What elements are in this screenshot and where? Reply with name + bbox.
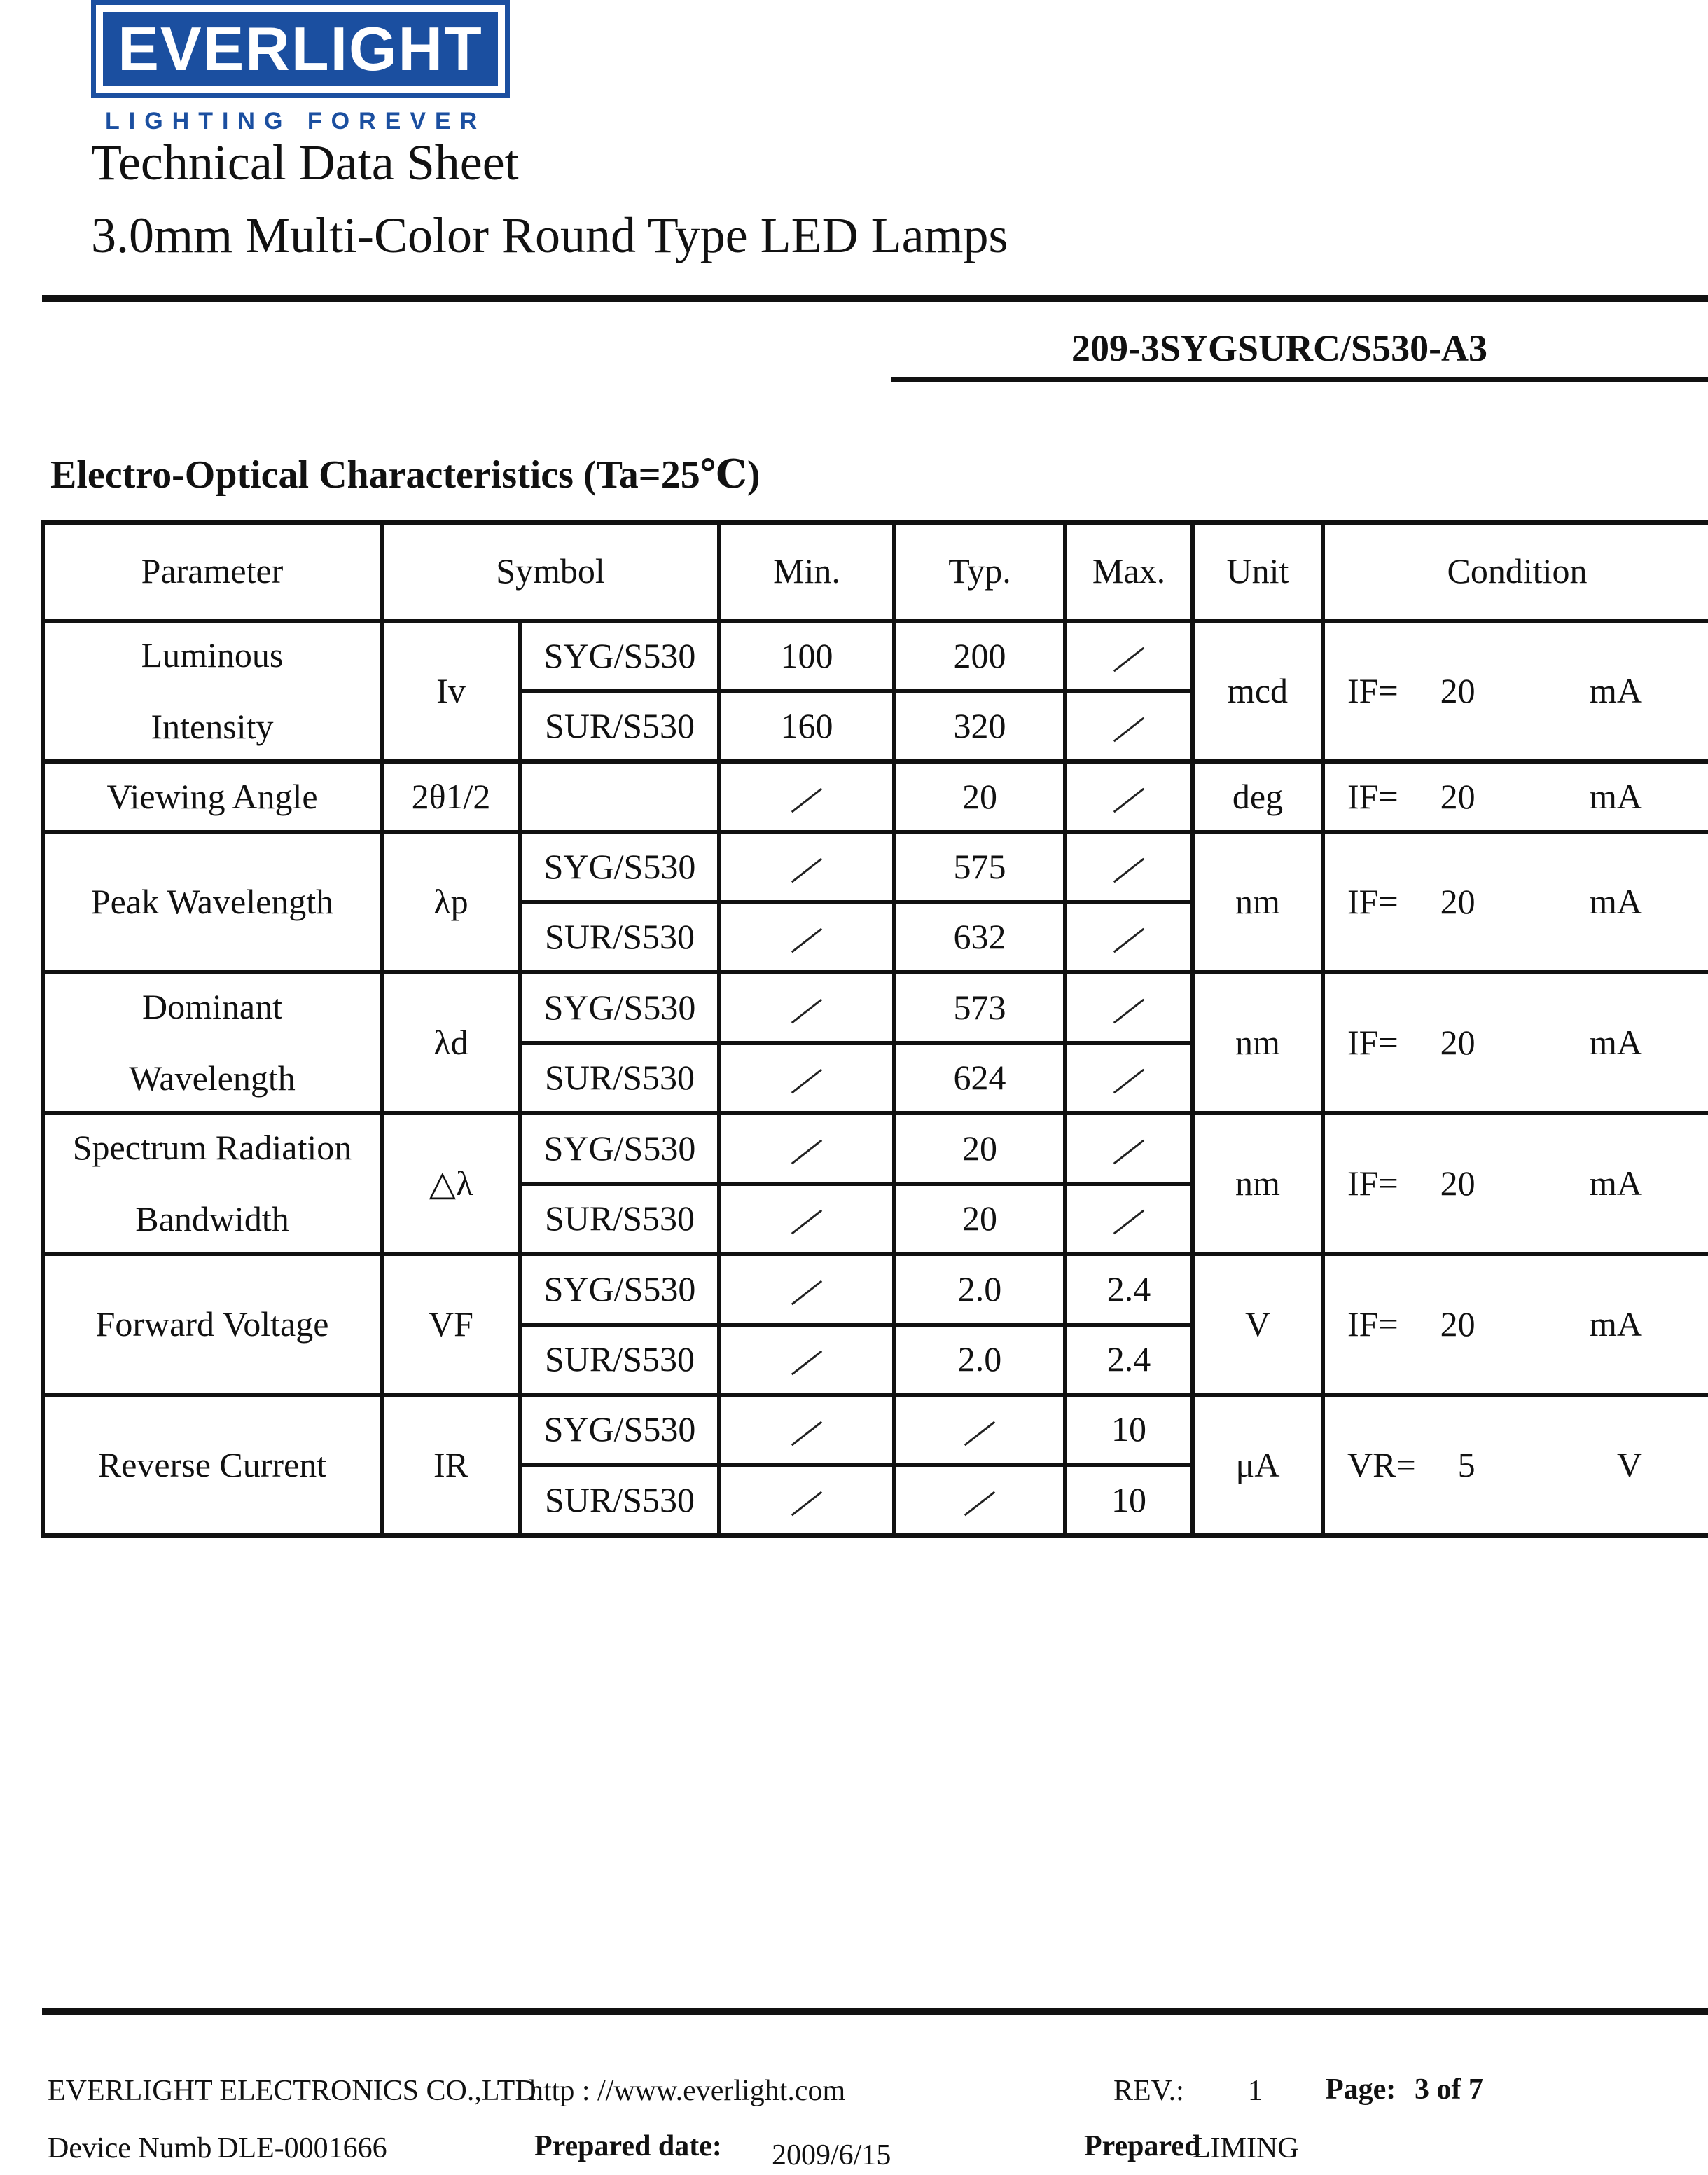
empty-slash-icon xyxy=(1113,1210,1144,1235)
table-row xyxy=(43,1113,1708,1183)
empty-slash-icon xyxy=(964,1421,995,1446)
variant-cell: SYG/S530 xyxy=(520,1113,719,1183)
param-line: Luminous xyxy=(141,635,284,675)
header-min: Min. xyxy=(719,523,894,621)
empty-slash-icon xyxy=(791,858,822,883)
min-cell xyxy=(719,1465,894,1535)
param-line: Intensity xyxy=(151,706,274,746)
electro-optical-table xyxy=(41,520,1708,1538)
typ-cell: 573 xyxy=(894,972,1065,1042)
condition-unit: mA xyxy=(1590,1304,1642,1344)
condition-value: 20 xyxy=(1440,670,1476,710)
condition-value: 20 xyxy=(1440,1304,1476,1344)
typ-cell: 624 xyxy=(894,1043,1065,1113)
symbol-cell: Iv xyxy=(382,621,520,761)
company-logo xyxy=(91,0,510,98)
footer-website-link[interactable]: http : //www.everlight.com xyxy=(529,2075,846,2107)
part-number: 209-3SYGSURC/S530-A3 xyxy=(1071,327,1488,369)
part-number-underline xyxy=(891,377,1708,382)
empty-slash-icon xyxy=(1113,999,1144,1024)
min-cell xyxy=(719,1184,894,1254)
condition-param: IF= xyxy=(1347,776,1398,816)
condition-param: IF= xyxy=(1347,1304,1398,1344)
typ-cell: 320 xyxy=(894,691,1065,761)
header-condition: Condition xyxy=(1323,523,1708,621)
variant-cell: SUR/S530 xyxy=(520,902,719,972)
min-cell xyxy=(719,1254,894,1324)
empty-slash-icon xyxy=(791,928,822,953)
variant-cell: SUR/S530 xyxy=(520,1325,719,1395)
header-symbol: Symbol xyxy=(382,523,719,621)
condition-value: 5 xyxy=(1457,1444,1476,1484)
empty-slash-icon xyxy=(1113,1069,1144,1094)
param-cell: Reverse Current xyxy=(43,1395,382,1535)
condition-param: IF= xyxy=(1347,1023,1398,1063)
param-cell: Peak Wavelength xyxy=(43,832,382,973)
condition-unit: mA xyxy=(1590,776,1642,816)
variant-cell: SUR/S530 xyxy=(520,1043,719,1113)
param-line: Wavelength xyxy=(129,1058,296,1098)
condition-unit: mA xyxy=(1590,1163,1642,1203)
empty-slash-icon xyxy=(1113,928,1144,953)
max-cell xyxy=(1065,621,1193,691)
logo-text: EVERLIGHT xyxy=(118,14,483,83)
condition-unit: V xyxy=(1616,1444,1642,1484)
logo-plate xyxy=(103,12,498,86)
condition-param: IF= xyxy=(1347,882,1398,922)
unit-cell: deg xyxy=(1193,761,1323,831)
condition-value: 20 xyxy=(1440,1163,1476,1203)
typ-cell: 2.0 xyxy=(894,1254,1065,1324)
empty-slash-icon xyxy=(791,999,822,1024)
condition-cell xyxy=(1323,761,1708,831)
condition-cell xyxy=(1323,1254,1708,1395)
condition-cell xyxy=(1323,972,1708,1113)
min-cell: 160 xyxy=(719,691,894,761)
max-cell xyxy=(1065,832,1193,902)
empty-slash-icon xyxy=(791,1139,822,1164)
table-row xyxy=(43,621,1708,691)
max-cell: 10 xyxy=(1065,1395,1193,1465)
footer-device-value: DLE-0001666 xyxy=(217,2132,387,2164)
variant-cell: SYG/S530 xyxy=(520,1395,719,1465)
condition-unit: mA xyxy=(1590,1023,1642,1063)
symbol-cell: VF xyxy=(382,1254,520,1395)
typ-cell: 20 xyxy=(894,761,1065,831)
logo-tagline: LIGHTING FOREVER xyxy=(105,108,487,134)
variant-cell: SYG/S530 xyxy=(520,972,719,1042)
condition-value: 20 xyxy=(1440,1023,1476,1063)
max-cell xyxy=(1065,1113,1193,1183)
footer-prepared-by-value: LIMING xyxy=(1193,2132,1299,2164)
typ-cell xyxy=(894,1395,1065,1465)
min-cell xyxy=(719,1325,894,1395)
condition-cell xyxy=(1323,1113,1708,1254)
empty-slash-icon xyxy=(1113,1139,1144,1164)
typ-cell: 632 xyxy=(894,902,1065,972)
param-cell: Forward Voltage xyxy=(43,1254,382,1395)
param-line: Bandwidth xyxy=(135,1199,289,1238)
param-cell xyxy=(43,1113,382,1254)
empty-slash-icon xyxy=(1113,647,1144,672)
table-row xyxy=(43,1395,1708,1465)
typ-cell: 2.0 xyxy=(894,1325,1065,1395)
variant-cell: SYG/S530 xyxy=(520,832,719,902)
min-cell xyxy=(719,761,894,831)
table-row xyxy=(43,832,1708,902)
max-cell xyxy=(1065,1043,1193,1113)
min-cell xyxy=(719,902,894,972)
footer-rev-label: REV.: xyxy=(1113,2075,1184,2107)
symbol-cell: IR xyxy=(382,1395,520,1535)
header-unit: Unit xyxy=(1193,523,1323,621)
typ-cell: 20 xyxy=(894,1113,1065,1183)
typ-cell: 200 xyxy=(894,621,1065,691)
header-divider xyxy=(42,295,1708,302)
variant-cell: SYG/S530 xyxy=(520,1254,719,1324)
condition-param: VR= xyxy=(1347,1444,1416,1484)
typ-cell: 20 xyxy=(894,1184,1065,1254)
symbol-cell: λd xyxy=(382,972,520,1113)
min-cell xyxy=(719,1395,894,1465)
empty-slash-icon xyxy=(791,787,822,813)
unit-cell: μA xyxy=(1193,1395,1323,1535)
unit-cell: nm xyxy=(1193,832,1323,973)
table-row xyxy=(43,761,1708,831)
variant-cell: SUR/S530 xyxy=(520,691,719,761)
condition-unit: mA xyxy=(1590,882,1642,922)
footer-page-label: Page: xyxy=(1326,2073,1396,2106)
empty-slash-icon xyxy=(964,1491,995,1517)
footer-rev-value: 1 xyxy=(1248,2075,1263,2107)
footer-page-value: 3 of 7 xyxy=(1415,2073,1483,2106)
typ-cell xyxy=(894,1465,1065,1535)
variant-cell: SUR/S530 xyxy=(520,1184,719,1254)
unit-cell: nm xyxy=(1193,1113,1323,1254)
max-cell: 2.4 xyxy=(1065,1325,1193,1395)
condition-value: 20 xyxy=(1440,776,1476,816)
min-cell xyxy=(719,972,894,1042)
param-cell: Viewing Angle xyxy=(43,761,382,831)
max-cell xyxy=(1065,1184,1193,1254)
max-cell: 10 xyxy=(1065,1465,1193,1535)
empty-slash-icon xyxy=(1113,858,1144,883)
footer-divider xyxy=(42,2008,1708,2015)
max-cell xyxy=(1065,972,1193,1042)
max-cell xyxy=(1065,761,1193,831)
max-cell: 2.4 xyxy=(1065,1254,1193,1324)
symbol-cell: △λ xyxy=(382,1113,520,1254)
condition-cell xyxy=(1323,832,1708,973)
typ-cell: 575 xyxy=(894,832,1065,902)
param-cell xyxy=(43,621,382,761)
footer-prepared-by-label: Prepared xyxy=(1084,2130,1201,2162)
empty-slash-icon xyxy=(791,1069,822,1094)
min-cell xyxy=(719,832,894,902)
empty-slash-icon xyxy=(791,1351,822,1376)
header-parameter: Parameter xyxy=(43,523,382,621)
table-row xyxy=(43,1254,1708,1324)
footer-device-label: Device Numb xyxy=(48,2132,212,2164)
param-line: Dominant xyxy=(142,987,282,1027)
footer-prepared-date-label: Prepared date: xyxy=(534,2130,722,2162)
condition-param: IF= xyxy=(1347,1163,1398,1203)
empty-slash-icon xyxy=(791,1210,822,1235)
empty-slash-icon xyxy=(791,1280,822,1305)
param-line: Spectrum Radiation xyxy=(72,1128,352,1168)
unit-cell: nm xyxy=(1193,972,1323,1113)
param-cell xyxy=(43,972,382,1113)
empty-slash-icon xyxy=(791,1421,822,1446)
condition-cell xyxy=(1323,1395,1708,1535)
unit-cell: mcd xyxy=(1193,621,1323,761)
min-cell: 100 xyxy=(719,621,894,691)
condition-cell xyxy=(1323,621,1708,761)
unit-cell: V xyxy=(1193,1254,1323,1395)
footer-prepared-date-value: 2009/6/15 xyxy=(772,2139,891,2171)
max-cell xyxy=(1065,902,1193,972)
product-title: 3.0mm Multi-Color Round Type LED Lamps xyxy=(91,207,1008,263)
header-typ: Typ. xyxy=(894,523,1065,621)
empty-slash-icon xyxy=(1113,717,1144,743)
empty-slash-icon xyxy=(791,1491,822,1517)
condition-value: 20 xyxy=(1440,882,1476,922)
document-title: Technical Data Sheet xyxy=(91,134,519,191)
variant-cell xyxy=(520,761,719,831)
condition-param: IF= xyxy=(1347,670,1398,710)
symbol-cell: 2θ1/2 xyxy=(382,761,520,831)
variant-cell: SYG/S530 xyxy=(520,621,719,691)
condition-unit: mA xyxy=(1590,670,1642,710)
min-cell xyxy=(719,1043,894,1113)
section-title: Electro-Optical Characteristics (Ta=25℃) xyxy=(50,453,761,497)
table-row xyxy=(43,972,1708,1042)
symbol-cell: λp xyxy=(382,832,520,973)
variant-cell: SUR/S530 xyxy=(520,1465,719,1535)
footer-company: EVERLIGHT ELECTRONICS CO.,LTD xyxy=(48,2075,536,2107)
empty-slash-icon xyxy=(1113,787,1144,813)
header-max: Max. xyxy=(1065,523,1193,621)
min-cell xyxy=(719,1113,894,1183)
table-header-row xyxy=(43,523,1708,621)
max-cell xyxy=(1065,691,1193,761)
